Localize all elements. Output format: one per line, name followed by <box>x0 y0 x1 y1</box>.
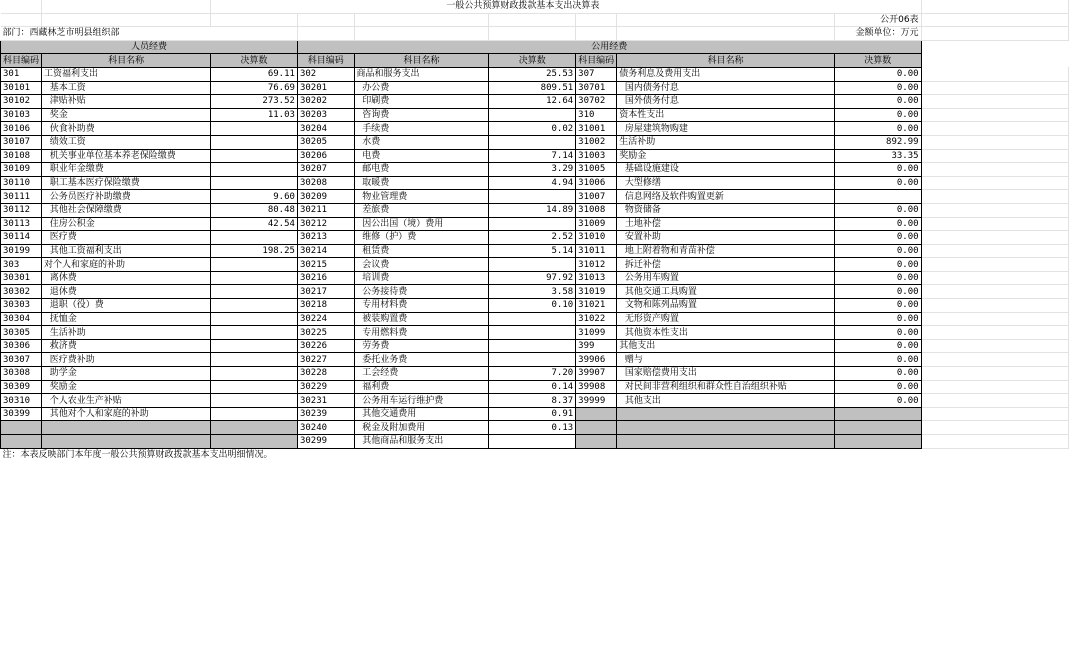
right-code-cell: 39999 <box>576 394 617 408</box>
mid-name-cell: 劳务费 <box>354 339 489 353</box>
mid-code-cell: 30205 <box>297 135 354 149</box>
left-name-cell: 绩效工资 <box>42 135 211 149</box>
left-amount-cell <box>211 353 298 367</box>
mid-amount-cell: 809.51 <box>489 81 576 95</box>
mid-amount-cell <box>489 190 576 204</box>
right-code-cell <box>576 407 617 421</box>
unit-label: 金额单位：万元 <box>835 27 922 41</box>
mid-code-cell: 30202 <box>297 95 354 109</box>
right-name-cell: 生活补助 <box>617 135 835 149</box>
personnel-header: 人员经费 <box>1 40 298 54</box>
left-name-cell: 救济费 <box>42 339 211 353</box>
right-code-cell: 39908 <box>576 380 617 394</box>
right-amount-cell: 0.00 <box>835 108 922 122</box>
right-amount-cell: 0.00 <box>835 394 922 408</box>
left-amount-cell: 273.52 <box>211 95 298 109</box>
right-code-cell: 310 <box>576 108 617 122</box>
left-amount-cell <box>211 312 298 326</box>
mid-name-cell: 因公出国（境）费用 <box>354 217 489 231</box>
table-row <box>1 312 1069 326</box>
right-amount-cell: 0.00 <box>835 163 922 177</box>
left-name-cell: 工资福利支出 <box>42 67 211 81</box>
table-note: 注：本表反映部门本年度一般公共预算财政拨款基本支出明细情况。 <box>2 449 273 460</box>
left-name-cell: 职工基本医疗保险缴费 <box>42 176 211 190</box>
left-name-cell: 个人农业生产补贴 <box>42 394 211 408</box>
right-name-cell: 基础设施建设 <box>617 163 835 177</box>
left-amount-cell <box>211 407 298 421</box>
table-row <box>1 285 1069 299</box>
mid-amount-cell: 14.89 <box>489 203 576 217</box>
left-code-cell: 301 <box>1 67 42 81</box>
left-amount-cell <box>211 271 298 285</box>
left-name-cell: 对个人和家庭的补助 <box>42 258 211 272</box>
mid-amount-cell: 0.14 <box>489 380 576 394</box>
left-name-cell: 奖金 <box>42 108 211 122</box>
right-name-cell: 大型修缮 <box>617 176 835 190</box>
mid-amount-cell: 0.02 <box>489 122 576 136</box>
right-code-cell: 31013 <box>576 271 617 285</box>
right-code-cell: 30701 <box>576 81 617 95</box>
left-amount-cell <box>211 339 298 353</box>
mid-name-cell: 商品和服务支出 <box>354 67 489 81</box>
mid-code-cell: 30216 <box>297 271 354 285</box>
mid-name-cell: 福利费 <box>354 380 489 394</box>
left-name-cell: 伙食补助费 <box>42 122 211 136</box>
right-name-cell: 赠与 <box>617 353 835 367</box>
right-name-cell <box>617 435 835 449</box>
right-code-cell: 31003 <box>576 149 617 163</box>
right-name-cell: 其他交通工具购置 <box>617 285 835 299</box>
left-code-cell: 30102 <box>1 95 42 109</box>
left-name-cell: 职业年金缴费 <box>42 163 211 177</box>
public-header: 公用经费 <box>297 40 921 54</box>
left-amount-cell <box>211 394 298 408</box>
left-name-cell <box>42 435 211 449</box>
left-amount-cell: 69.11 <box>211 67 298 81</box>
mid-name-cell: 委托业务费 <box>354 353 489 367</box>
left-name-cell: 退休费 <box>42 285 211 299</box>
left-name-cell: 生活补助 <box>42 326 211 340</box>
left-amount-cell: 11.03 <box>211 108 298 122</box>
mid-name-cell: 公务接待费 <box>354 285 489 299</box>
left-name-cell: 其他工资福利支出 <box>42 244 211 258</box>
col-code-header: 科目编码 <box>297 54 354 68</box>
mid-amount-cell <box>489 217 576 231</box>
table-row <box>1 421 1069 435</box>
table-row <box>1 380 1069 394</box>
mid-amount-cell: 2.52 <box>489 231 576 245</box>
table-row <box>1 231 1069 245</box>
mid-amount-cell: 7.14 <box>489 149 576 163</box>
left-code-cell: 30110 <box>1 176 42 190</box>
left-code-cell: 30199 <box>1 244 42 258</box>
right-name-cell: 其他资本性支出 <box>617 326 835 340</box>
left-code-cell: 30109 <box>1 163 42 177</box>
right-amount-cell <box>835 421 922 435</box>
left-name-cell: 离休费 <box>42 271 211 285</box>
right-code-cell: 31099 <box>576 326 617 340</box>
right-name-cell: 其他支出 <box>617 394 835 408</box>
left-amount-cell <box>211 135 298 149</box>
mid-code-cell: 30225 <box>297 326 354 340</box>
right-name-cell <box>617 407 835 421</box>
right-amount-cell: 0.00 <box>835 299 922 313</box>
mid-amount-cell <box>489 135 576 149</box>
left-name-cell: 公务员医疗补助缴费 <box>42 190 211 204</box>
left-name-cell: 抚恤金 <box>42 312 211 326</box>
right-name-cell: 奖励金 <box>617 149 835 163</box>
col-name-header: 科目名称 <box>617 54 835 68</box>
left-code-cell: 30399 <box>1 407 42 421</box>
mid-amount-cell: 25.53 <box>489 67 576 81</box>
right-amount-cell: 0.00 <box>835 95 922 109</box>
left-code-cell: 303 <box>1 258 42 272</box>
right-name-cell: 国内债务付息 <box>617 81 835 95</box>
left-code-cell <box>1 435 42 449</box>
mid-code-cell: 30211 <box>297 203 354 217</box>
right-name-cell: 地上附着物和青苗补偿 <box>617 244 835 258</box>
right-name-cell <box>617 421 835 435</box>
left-name-cell: 其他社会保障缴费 <box>42 203 211 217</box>
left-code-cell: 30310 <box>1 394 42 408</box>
right-amount-cell: 33.35 <box>835 149 922 163</box>
left-amount-cell <box>211 326 298 340</box>
mid-code-cell: 30299 <box>297 435 354 449</box>
left-code-cell: 30304 <box>1 312 42 326</box>
table-row <box>1 353 1069 367</box>
right-code-cell: 39907 <box>576 367 617 381</box>
left-amount-cell <box>211 231 298 245</box>
mid-name-cell: 其他交通费用 <box>354 407 489 421</box>
left-amount-cell: 9.60 <box>211 190 298 204</box>
table-row <box>1 367 1069 381</box>
mid-name-cell: 咨询费 <box>354 108 489 122</box>
table-row <box>1 394 1069 408</box>
table-row <box>1 407 1069 421</box>
mid-amount-cell <box>489 339 576 353</box>
right-code-cell: 31009 <box>576 217 617 231</box>
left-name-cell: 基本工资 <box>42 81 211 95</box>
table-row <box>1 95 1069 109</box>
left-amount-cell: 198.25 <box>211 244 298 258</box>
mid-code-cell: 30212 <box>297 217 354 231</box>
left-amount-cell <box>211 258 298 272</box>
table-row <box>1 108 1069 122</box>
mid-name-cell: 培训费 <box>354 271 489 285</box>
right-amount-cell: 0.00 <box>835 271 922 285</box>
left-code-cell: 30306 <box>1 339 42 353</box>
right-code-cell: 31005 <box>576 163 617 177</box>
right-code-cell: 31008 <box>576 203 617 217</box>
table-row <box>1 435 1069 449</box>
right-name-cell: 对民间非营利组织和群众性自治组织补贴 <box>617 380 835 394</box>
left-amount-cell <box>211 163 298 177</box>
department-label: 部门：西藏林芝市明县组织部 <box>1 27 211 41</box>
left-amount-cell <box>211 299 298 313</box>
right-code-cell: 31007 <box>576 190 617 204</box>
mid-name-cell: 手续费 <box>354 122 489 136</box>
mid-code-cell: 30203 <box>297 108 354 122</box>
left-code-cell: 30106 <box>1 122 42 136</box>
mid-code-cell: 30218 <box>297 299 354 313</box>
mid-name-cell: 邮电费 <box>354 163 489 177</box>
mid-code-cell: 30224 <box>297 312 354 326</box>
right-amount-cell: 0.00 <box>835 312 922 326</box>
left-name-cell: 其他对个人和家庭的补助 <box>42 407 211 421</box>
right-code-cell: 31012 <box>576 258 617 272</box>
mid-name-cell: 会议费 <box>354 258 489 272</box>
left-name-cell: 助学金 <box>42 367 211 381</box>
mid-name-cell: 专用材料费 <box>354 299 489 313</box>
col-amount-header: 决算数 <box>489 54 576 68</box>
mid-code-cell: 30227 <box>297 353 354 367</box>
table-row <box>1 258 1069 272</box>
mid-name-cell: 维修（护）费 <box>354 231 489 245</box>
table-row <box>1 326 1069 340</box>
right-code-cell: 31021 <box>576 299 617 313</box>
mid-code-cell: 30207 <box>297 163 354 177</box>
col-code-header: 科目编码 <box>1 54 42 68</box>
mid-amount-cell: 3.58 <box>489 285 576 299</box>
left-name-cell: 医疗费补助 <box>42 353 211 367</box>
right-code-cell: 31011 <box>576 244 617 258</box>
mid-amount-cell: 3.29 <box>489 163 576 177</box>
mid-amount-cell <box>489 435 576 449</box>
mid-code-cell: 30215 <box>297 258 354 272</box>
mid-amount-cell <box>489 353 576 367</box>
mid-code-cell: 30226 <box>297 339 354 353</box>
mid-amount-cell <box>489 258 576 272</box>
right-name-cell: 文物和陈列品购置 <box>617 299 835 313</box>
right-amount-cell: 0.00 <box>835 353 922 367</box>
right-amount-cell <box>835 190 922 204</box>
right-name-cell: 安置补助 <box>617 231 835 245</box>
left-code-cell: 30101 <box>1 81 42 95</box>
left-name-cell: 机关事业单位基本养老保险缴费 <box>42 149 211 163</box>
form-number: 公开06表 <box>835 13 922 27</box>
right-amount-cell: 892.99 <box>835 135 922 149</box>
left-amount-cell <box>211 367 298 381</box>
mid-name-cell: 印刷费 <box>354 95 489 109</box>
mid-name-cell: 工会经费 <box>354 367 489 381</box>
table-row <box>1 149 1069 163</box>
col-amount-header: 决算数 <box>211 54 298 68</box>
table-row <box>1 176 1069 190</box>
mid-amount-cell: 5.14 <box>489 244 576 258</box>
right-name-cell: 物资储备 <box>617 203 835 217</box>
right-name-cell: 国外债务付息 <box>617 95 835 109</box>
right-amount-cell: 0.00 <box>835 231 922 245</box>
right-amount-cell: 0.00 <box>835 339 922 353</box>
left-code-cell: 30305 <box>1 326 42 340</box>
table-row <box>1 67 1069 81</box>
left-name-cell: 医疗费 <box>42 231 211 245</box>
mid-code-cell: 30239 <box>297 407 354 421</box>
right-name-cell: 公务用车购置 <box>617 271 835 285</box>
right-amount-cell: 0.00 <box>835 122 922 136</box>
right-amount-cell: 0.00 <box>835 176 922 190</box>
mid-name-cell: 取暖费 <box>354 176 489 190</box>
right-name-cell: 信息网络及软件购置更新 <box>617 190 835 204</box>
right-amount-cell: 0.00 <box>835 67 922 81</box>
left-code-cell: 30302 <box>1 285 42 299</box>
left-code-cell: 30303 <box>1 299 42 313</box>
right-amount-cell: 0.00 <box>835 367 922 381</box>
table-body <box>1 67 1069 448</box>
mid-code-cell: 30229 <box>297 380 354 394</box>
mid-code-cell: 30231 <box>297 394 354 408</box>
table-row <box>1 135 1069 149</box>
left-code-cell: 30111 <box>1 190 42 204</box>
mid-amount-cell: 97.92 <box>489 271 576 285</box>
table-row <box>1 81 1069 95</box>
table-row <box>1 163 1069 177</box>
mid-name-cell: 差旅费 <box>354 203 489 217</box>
mid-code-cell: 30201 <box>297 81 354 95</box>
right-code-cell: 31010 <box>576 231 617 245</box>
left-code-cell: 30113 <box>1 217 42 231</box>
left-name-cell <box>42 421 211 435</box>
mid-name-cell: 电费 <box>354 149 489 163</box>
right-name-cell: 拆迁补偿 <box>617 258 835 272</box>
table-row <box>1 339 1069 353</box>
right-code-cell <box>576 435 617 449</box>
mid-code-cell: 30240 <box>297 421 354 435</box>
left-code-cell: 30112 <box>1 203 42 217</box>
table-row <box>1 217 1069 231</box>
left-amount-cell <box>211 122 298 136</box>
mid-amount-cell: 0.10 <box>489 299 576 313</box>
mid-code-cell: 30228 <box>297 367 354 381</box>
mid-name-cell: 物业管理费 <box>354 190 489 204</box>
right-code-cell: 31002 <box>576 135 617 149</box>
mid-name-cell: 专用燃料费 <box>354 326 489 340</box>
right-code-cell: 31022 <box>576 312 617 326</box>
table-row <box>1 299 1069 313</box>
left-amount-cell: 76.69 <box>211 81 298 95</box>
left-code-cell: 30107 <box>1 135 42 149</box>
table-row <box>1 244 1069 258</box>
mid-code-cell: 30209 <box>297 190 354 204</box>
mid-name-cell: 其他商品和服务支出 <box>354 435 489 449</box>
right-name-cell: 土地补偿 <box>617 217 835 231</box>
left-name-cell: 退职（役）费 <box>42 299 211 313</box>
table-row <box>1 122 1069 136</box>
mid-amount-cell: 8.37 <box>489 394 576 408</box>
left-code-cell: 30308 <box>1 367 42 381</box>
mid-amount-cell <box>489 312 576 326</box>
right-code-cell: 39906 <box>576 353 617 367</box>
right-amount-cell: 0.00 <box>835 326 922 340</box>
right-name-cell: 资本性支出 <box>617 108 835 122</box>
left-code-cell: 30301 <box>1 271 42 285</box>
col-name-header: 科目名称 <box>42 54 211 68</box>
right-amount-cell: 0.00 <box>835 258 922 272</box>
left-name-cell: 津贴补贴 <box>42 95 211 109</box>
report-title: 一般公共预算财政拨款基本支出决算表 <box>211 0 835 13</box>
mid-name-cell: 办公费 <box>354 81 489 95</box>
right-name-cell: 债务利息及费用支出 <box>617 67 835 81</box>
mid-code-cell: 302 <box>297 67 354 81</box>
right-code-cell: 31019 <box>576 285 617 299</box>
right-amount-cell: 0.00 <box>835 203 922 217</box>
left-name-cell: 奖励金 <box>42 380 211 394</box>
right-amount-cell: 0.00 <box>835 244 922 258</box>
right-code-cell <box>576 421 617 435</box>
col-amount-header: 决算数 <box>835 54 922 68</box>
mid-name-cell: 公务用车运行维护费 <box>354 394 489 408</box>
mid-amount-cell: 7.20 <box>489 367 576 381</box>
col-name-header: 科目名称 <box>354 54 489 68</box>
mid-amount-cell: 4.94 <box>489 176 576 190</box>
right-name-cell: 房屋建筑物购建 <box>617 122 835 136</box>
mid-amount-cell <box>489 326 576 340</box>
right-amount-cell: 0.00 <box>835 81 922 95</box>
mid-amount-cell: 0.91 <box>489 407 576 421</box>
right-name-cell: 无形资产购置 <box>617 312 835 326</box>
left-amount-cell <box>211 149 298 163</box>
table-row <box>1 203 1069 217</box>
mid-code-cell: 30214 <box>297 244 354 258</box>
right-code-cell: 307 <box>576 67 617 81</box>
left-amount-cell: 42.54 <box>211 217 298 231</box>
left-name-cell: 住房公积金 <box>42 217 211 231</box>
left-code-cell <box>1 421 42 435</box>
left-code-cell: 30309 <box>1 380 42 394</box>
right-code-cell: 31001 <box>576 122 617 136</box>
left-amount-cell <box>211 421 298 435</box>
mid-name-cell: 税金及附加费用 <box>354 421 489 435</box>
mid-name-cell: 被装购置费 <box>354 312 489 326</box>
left-code-cell: 30307 <box>1 353 42 367</box>
left-amount-cell <box>211 380 298 394</box>
right-amount-cell: 0.00 <box>835 285 922 299</box>
col-code-header: 科目编码 <box>576 54 617 68</box>
right-name-cell: 其他支出 <box>617 339 835 353</box>
mid-code-cell: 30217 <box>297 285 354 299</box>
left-code-cell: 30108 <box>1 149 42 163</box>
mid-amount-cell <box>489 108 576 122</box>
mid-name-cell: 水费 <box>354 135 489 149</box>
right-name-cell: 国家赔偿费用支出 <box>617 367 835 381</box>
mid-name-cell: 租赁费 <box>354 244 489 258</box>
right-amount-cell <box>835 407 922 421</box>
right-amount-cell: 0.00 <box>835 217 922 231</box>
left-amount-cell <box>211 435 298 449</box>
right-code-cell: 31006 <box>576 176 617 190</box>
table-row <box>1 271 1069 285</box>
right-code-cell: 30702 <box>576 95 617 109</box>
mid-amount-cell: 0.13 <box>489 421 576 435</box>
right-amount-cell: 0.00 <box>835 380 922 394</box>
table-row <box>1 190 1069 204</box>
mid-code-cell: 30208 <box>297 176 354 190</box>
left-amount-cell <box>211 285 298 299</box>
left-amount-cell: 80.48 <box>211 203 298 217</box>
left-amount-cell <box>211 176 298 190</box>
left-code-cell: 30114 <box>1 231 42 245</box>
right-amount-cell <box>835 435 922 449</box>
mid-code-cell: 30204 <box>297 122 354 136</box>
right-code-cell: 399 <box>576 339 617 353</box>
left-code-cell: 30103 <box>1 108 42 122</box>
mid-code-cell: 30206 <box>297 149 354 163</box>
mid-code-cell: 30213 <box>297 231 354 245</box>
mid-amount-cell: 12.64 <box>489 95 576 109</box>
